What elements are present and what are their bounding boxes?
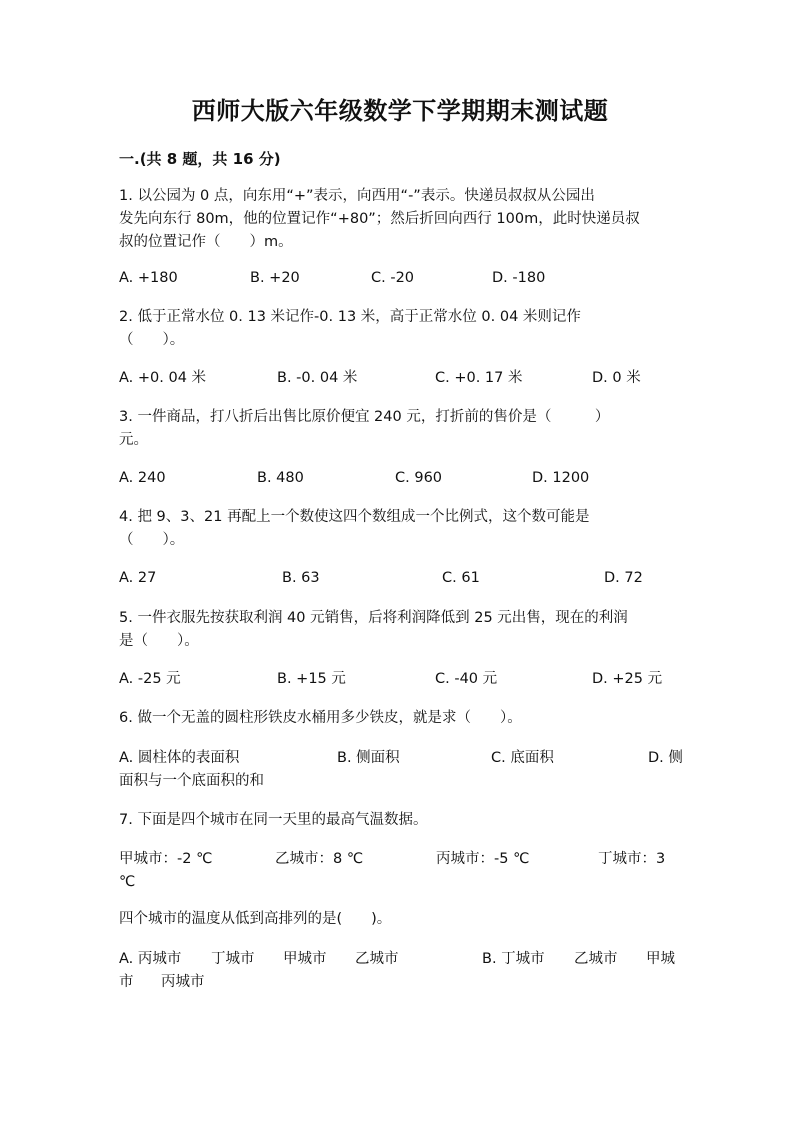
question-3-text bbox=[119, 406, 685, 452]
option-b-continuation: 丙城市 bbox=[161, 974, 205, 990]
question-line: （ ）。 bbox=[119, 332, 185, 348]
option-b-item: B. 丁城市 bbox=[482, 951, 545, 967]
option-c: C. -40 元 bbox=[435, 671, 498, 687]
option-c: C. -20 bbox=[371, 270, 415, 286]
question-line: 叔的位置记作（ ）m。 bbox=[119, 234, 293, 250]
temperature-city-bing: 丙城市：-5 ℃ bbox=[436, 851, 530, 867]
temperature-unit-continuation: ℃ bbox=[119, 874, 136, 890]
question-2-text bbox=[119, 306, 685, 352]
option-b: B. 480 bbox=[257, 470, 304, 486]
option-b-continuation: 市 bbox=[119, 974, 134, 990]
option-c: C. 底面积 bbox=[491, 750, 554, 766]
option-d: D. 72 bbox=[604, 570, 643, 586]
section-header: 一.(共 8 题，共 16 分) bbox=[119, 150, 281, 168]
option-a-item: 乙城市 bbox=[355, 951, 399, 967]
page-title: 西师大版六年级数学下学期期末测试题 bbox=[191, 96, 609, 125]
question-7-intro bbox=[119, 809, 685, 832]
question-line: 7. 下面是四个城市在同一天里的最高气温数据。 bbox=[119, 812, 428, 828]
option-b: B. -0. 04 米 bbox=[277, 370, 358, 386]
question-4-options bbox=[119, 567, 685, 590]
option-c: C. +0. 17 米 bbox=[435, 370, 523, 386]
question-line: 元。 bbox=[119, 432, 148, 448]
question-line: 1. 以公园为 0 点，向东用“+”表示，向西用“-”表示。快递员叔叔从公园出 bbox=[119, 188, 595, 204]
question-7-options bbox=[119, 948, 685, 994]
temperature-city-yi: 乙城市：8 ℃ bbox=[275, 851, 364, 867]
temperature-city-jia: 甲城市：-2 ℃ bbox=[119, 851, 213, 867]
question-line: 2. 低于正常水位 0. 13 米记作-0. 13 米，高于正常水位 0. 04 米则记作 bbox=[119, 309, 581, 325]
option-b: B. 63 bbox=[282, 570, 320, 586]
question-6-options bbox=[119, 747, 685, 793]
option-a-item: 丁城市 bbox=[211, 951, 255, 967]
option-c: C. 960 bbox=[395, 470, 443, 486]
question-6-text bbox=[119, 707, 685, 730]
option-b: B. 侧面积 bbox=[337, 750, 400, 766]
question-3-options bbox=[119, 467, 685, 490]
question-7-prompt bbox=[119, 908, 685, 931]
question-line: 发先向东行 80m，他的位置记作“+80”；然后折回向西行 100m，此时快递员叔 bbox=[119, 211, 640, 227]
question-2-options bbox=[119, 367, 685, 390]
option-b: B. +20 bbox=[250, 270, 300, 286]
question-line: （ ）。 bbox=[119, 532, 185, 548]
question-line: 4. 把 9、3、21 再配上一个数使这四个数组成一个比例式，这个数可能是 bbox=[119, 509, 590, 525]
question-5-options bbox=[119, 668, 685, 691]
option-d-continuation: 面积与一个底面积的和 bbox=[119, 773, 264, 789]
question-5-text bbox=[119, 607, 685, 653]
option-d: D. -180 bbox=[492, 270, 546, 286]
option-a: A. +180 bbox=[119, 270, 178, 286]
option-a: A. -25 元 bbox=[119, 671, 181, 687]
option-d: D. +25 元 bbox=[592, 671, 663, 687]
option-c: C. 61 bbox=[442, 570, 480, 586]
question-line: 5. 一件衣服先按获取利润 40 元销售，后将利润降低到 25 元出售，现在的利润 bbox=[119, 610, 628, 626]
question-line: 3. 一件商品，打八折后出售比原价便宜 240 元，打折前的售价是（ ） bbox=[119, 409, 610, 425]
question-1-options bbox=[119, 267, 685, 290]
option-d: D. 1200 bbox=[532, 470, 590, 486]
option-b-item: 甲城 bbox=[646, 951, 675, 967]
question-7-temperatures bbox=[119, 848, 685, 894]
option-d: D. 侧 bbox=[648, 750, 683, 766]
question-4-text bbox=[119, 506, 685, 552]
question-line: 6. 做一个无盖的圆柱形铁皮水桶用多少铁皮，就是求（ ）。 bbox=[119, 710, 522, 726]
question-1-text bbox=[119, 185, 685, 254]
question-line: 是（ ）。 bbox=[119, 633, 199, 649]
question-line: 四个城市的温度从低到高排列的是( )。 bbox=[119, 911, 392, 927]
option-a: A. 圆柱体的表面积 bbox=[119, 750, 240, 766]
option-a-item: 甲城市 bbox=[283, 951, 327, 967]
option-b: B. +15 元 bbox=[277, 671, 346, 687]
option-d: D. 0 米 bbox=[592, 370, 641, 386]
temperature-city-ding: 丁城市：3 bbox=[598, 851, 666, 867]
option-a: A. 27 bbox=[119, 570, 157, 586]
option-a: A. 240 bbox=[119, 470, 166, 486]
option-a-item: A. 丙城市 bbox=[119, 951, 182, 967]
option-a: A. +0. 04 米 bbox=[119, 370, 207, 386]
option-b-item: 乙城市 bbox=[574, 951, 618, 967]
